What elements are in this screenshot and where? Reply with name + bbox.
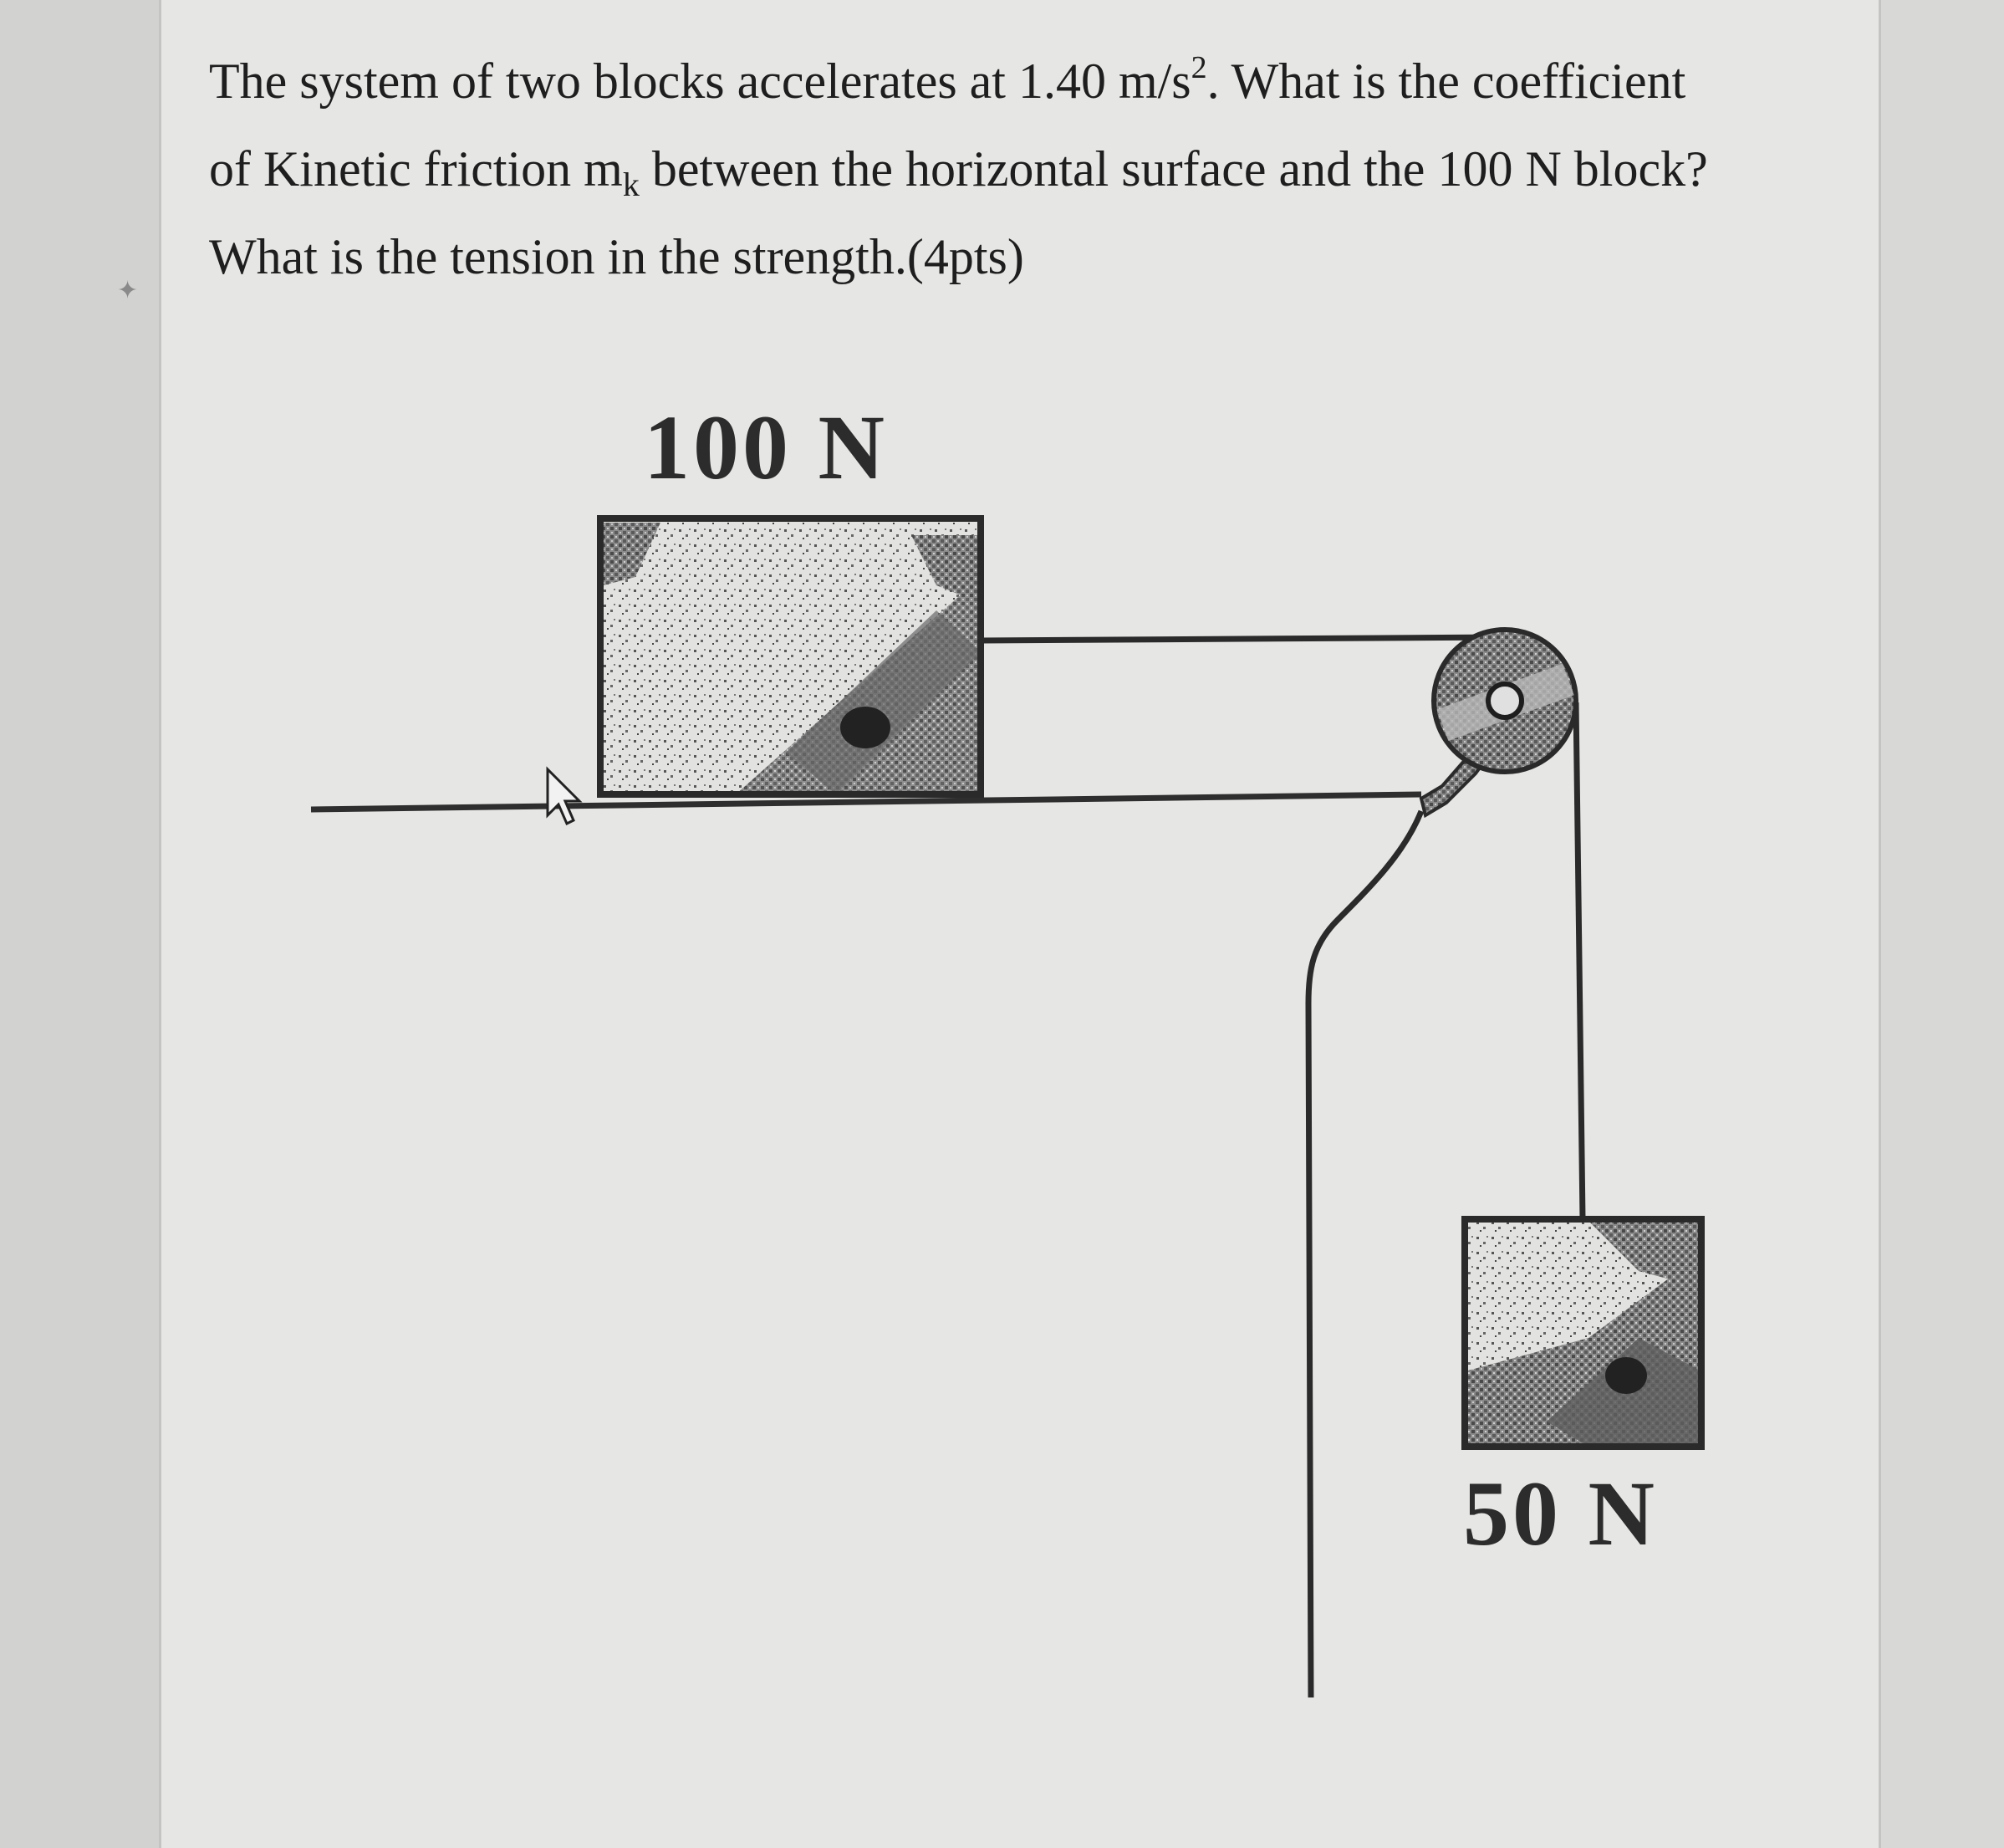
hanging-block-label: 50 N <box>1463 1463 1658 1565</box>
cursor-icon <box>548 769 579 824</box>
horizontal-string <box>981 637 1505 641</box>
pulley-wheel <box>1434 630 1576 772</box>
support-rod <box>1308 811 1421 1697</box>
top-block-label: 100 N <box>644 396 888 498</box>
vertical-string <box>1576 702 1583 1219</box>
hanging-block <box>1465 1219 1701 1447</box>
question-line-1: The system of two blocks accelerates at 1.40 $m/s^2$. What is the coefficient <box>209 50 1686 109</box>
margin-mark-icon: ✦ <box>117 277 139 304</box>
top-block <box>600 518 981 794</box>
question-line-2: of Kinetic friction $m_k$ between the horizontal surface and the 100 N block? <box>209 141 1708 203</box>
question-line-3: What is the tension in the strength.(4pts) <box>209 229 1024 284</box>
